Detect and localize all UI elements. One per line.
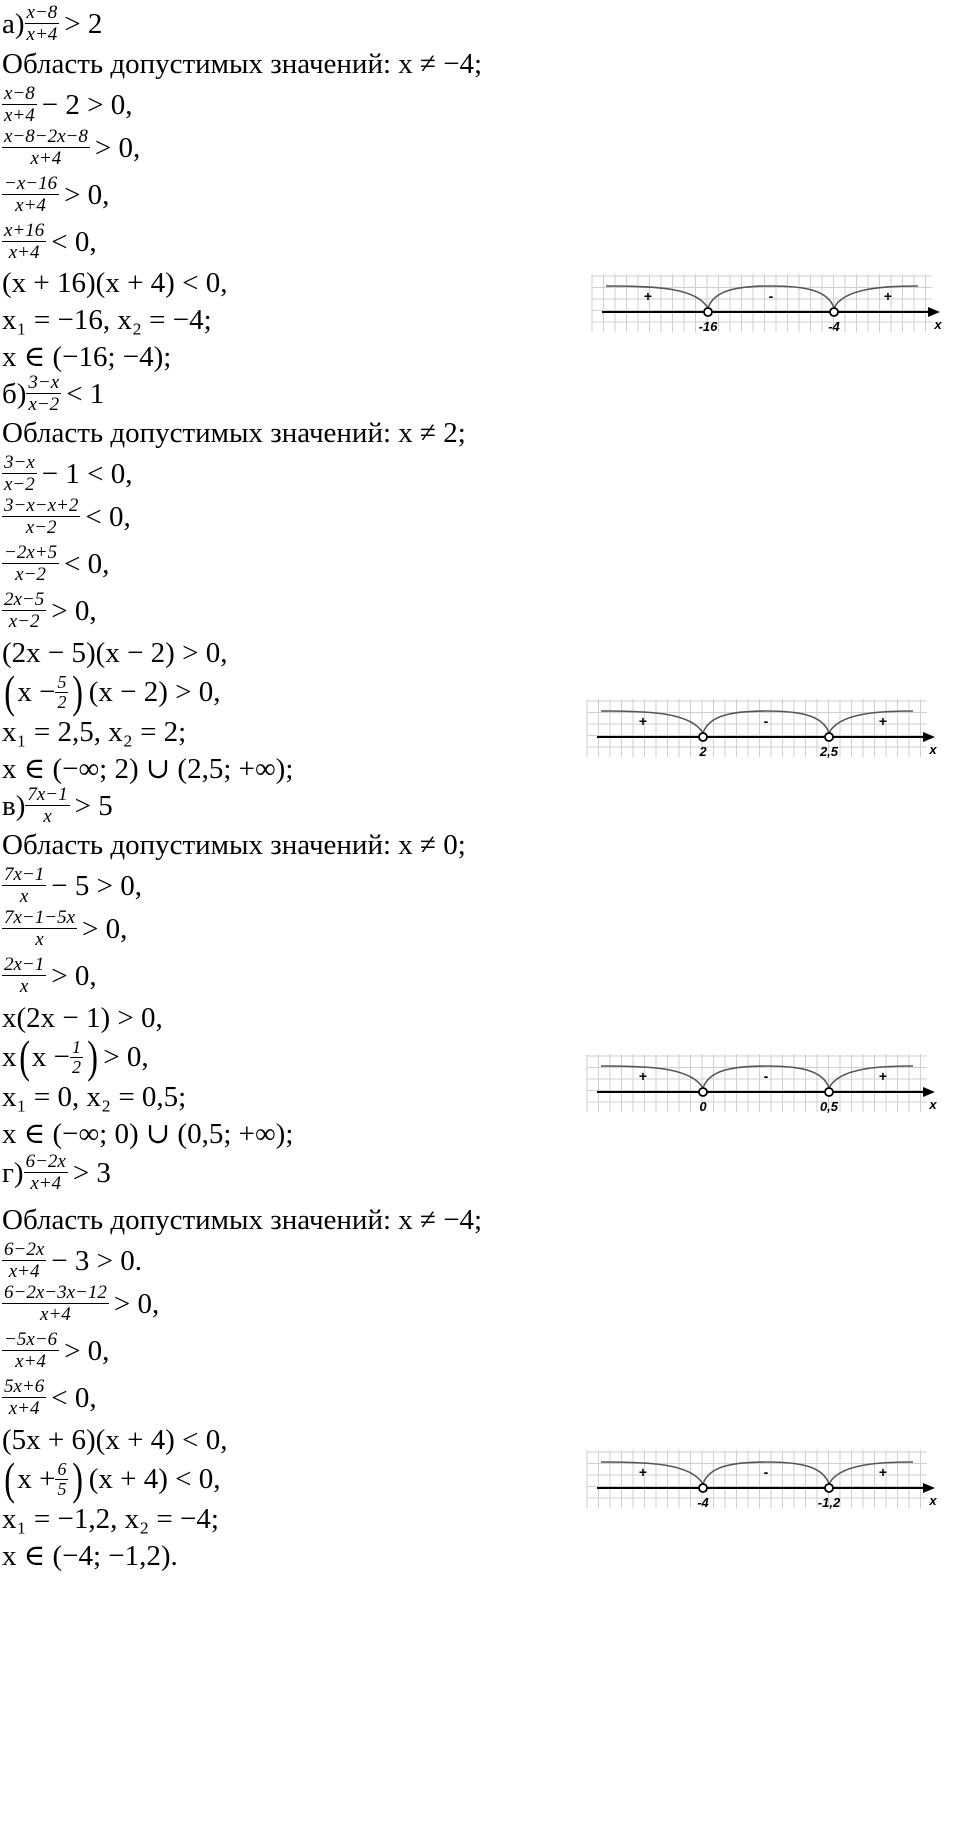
fraction-denominator: x+4 (40, 1304, 71, 1325)
line-rest: > 5 (74, 789, 113, 822)
sign-curve (829, 711, 913, 733)
sign-label: + (638, 1068, 648, 1084)
line-text: x₁ = 0, x₂ = 0,5; (2, 1081, 187, 1113)
math-line (2, 1282, 159, 1325)
fraction-numerator: 3−x (28, 372, 60, 393)
line-rest: < 0, (64, 547, 110, 580)
fraction (2, 452, 37, 495)
open-point (704, 308, 712, 316)
line-rest: > 0, (82, 912, 128, 945)
fraction-numerator: 3−x−x+2 (4, 495, 79, 516)
fraction-numerator: 6−2x−3x−12 (4, 1282, 107, 1303)
right-paren: ) (72, 666, 84, 717)
fraction-numerator: −x−16 (4, 173, 58, 194)
line-rest: − 1 < 0, (41, 457, 133, 490)
fraction-denominator: x−2 (25, 517, 57, 538)
math-line (2, 828, 466, 862)
line-prefix: в) (2, 789, 26, 822)
math-line (2, 954, 97, 997)
line-rest: > 3 (72, 1156, 111, 1189)
line-text: x ∈ (−4; −1,2). (2, 1540, 178, 1572)
point-label: -16 (698, 319, 718, 334)
sign-curve (834, 286, 918, 308)
math-line (2, 1423, 227, 1457)
line-rest: > 0, (64, 178, 110, 211)
line-prefix: x (2, 1041, 17, 1073)
line-text: Область допустимых значений: x ≠ −4; (2, 1204, 483, 1236)
sign-label: + (878, 1068, 888, 1084)
axis-label: x (934, 317, 942, 332)
fraction-denominator: x−2 (4, 474, 35, 495)
fraction-numerator: x−8 (26, 2, 58, 23)
fraction-denominator: x+4 (8, 1398, 40, 1419)
math-line (2, 126, 140, 169)
sign-curve (829, 1066, 913, 1088)
math-line (2, 715, 186, 749)
line-text: (x + 16)(x + 4) < 0, (2, 267, 228, 299)
line-rest: < 0, (85, 500, 131, 533)
math-line (2, 1539, 178, 1573)
point-label: 0,5 (819, 1099, 839, 1114)
open-point (825, 1088, 833, 1096)
number-line-svg (588, 272, 948, 340)
math-line (2, 1502, 219, 1536)
math-line (2, 416, 466, 450)
line-text: x ∈ (−16; −4); (2, 341, 172, 373)
fraction-numerator: x+16 (4, 220, 45, 241)
line-rest: < 0, (51, 225, 97, 258)
line-text: x ∈ (−∞; 2) ∪ (2,5; +∞); (2, 753, 294, 785)
sign-curve (601, 1462, 703, 1484)
line-rest: − 5 > 0, (51, 869, 142, 902)
line-prefix: б) (2, 377, 27, 410)
sign-label: + (878, 1464, 888, 1480)
math-line (2, 666, 221, 717)
line-rest: > 0, (51, 959, 97, 992)
math-line (2, 864, 142, 907)
fraction (26, 372, 61, 415)
math-line (2, 589, 97, 632)
line-text: Область допустимых значений: x ≠ 2; (2, 417, 466, 449)
math-line (2, 173, 109, 216)
fraction-denominator: x−2 (8, 611, 40, 632)
right-paren: ) (72, 1453, 84, 1504)
math-line (2, 1329, 109, 1372)
fraction (2, 542, 59, 585)
math-line (2, 542, 109, 585)
fraction-denominator: x−2 (15, 564, 46, 585)
line-rest: > 0, (94, 131, 141, 164)
left-paren: ( (4, 666, 16, 717)
fraction (2, 173, 59, 216)
line-text: x₁ = −1,2, x₂ = −4; (2, 1503, 219, 1535)
math-line (2, 907, 127, 950)
math-line (2, 1117, 293, 1151)
math-line (2, 83, 132, 126)
axis-arrow (923, 732, 935, 742)
fraction-numerator: x−8−2x−8 (4, 126, 88, 147)
math-line (2, 1031, 149, 1082)
line-text: Область допустимых значений: x ≠ 0; (2, 829, 466, 861)
point-label: 0 (699, 1099, 707, 1114)
math-line (2, 340, 171, 374)
line-rest: − 3 > 0. (51, 1244, 142, 1277)
fraction-numerator: 1 (71, 1036, 81, 1057)
fraction (2, 589, 46, 632)
fraction (2, 907, 77, 950)
number-line-svg (583, 1448, 943, 1516)
line-rest: > 0, (51, 594, 97, 627)
fraction-denominator: x (19, 886, 29, 907)
open-point (825, 1484, 833, 1492)
axis-arrow (928, 307, 940, 317)
line-rest: > 0, (103, 1041, 149, 1073)
fraction-denominator: x (35, 929, 44, 950)
line-rest: > 2 (64, 7, 103, 40)
math-line (2, 1080, 186, 1114)
math-line (2, 2, 102, 45)
fraction (24, 1151, 68, 1194)
fraction-numerator: 6 (57, 1458, 67, 1479)
line-text: Область допустимых значений: x ≠ −4; (2, 48, 483, 80)
math-line (2, 303, 212, 337)
line-text: (2x − 5)(x − 2) > 0, (2, 637, 228, 669)
fraction-numerator: 5 (57, 671, 67, 692)
point-label: -4 (697, 1495, 709, 1510)
fraction (2, 83, 37, 126)
fraction-numerator: 7x−1 (27, 784, 68, 805)
sign-curve (601, 1066, 703, 1088)
fraction-numerator: 6−2x (4, 1239, 45, 1260)
axis-label: x (929, 1097, 937, 1112)
number-line-diagram (588, 272, 948, 340)
line-rest: > 0, (64, 1334, 110, 1367)
sign-label: + (643, 288, 653, 304)
open-point (699, 1484, 707, 1492)
number-line-svg (583, 697, 943, 765)
line-rest: − 2 > 0, (41, 88, 133, 121)
fraction (70, 1038, 83, 1077)
fraction-numerator: −2x+5 (4, 542, 58, 563)
inner-text: x + (17, 1463, 56, 1495)
fraction (2, 126, 90, 169)
math-line (2, 784, 113, 827)
fraction-denominator: x+4 (15, 1351, 46, 1372)
line-text: x ∈ (−∞; 0) ∪ (0,5; +∞); (2, 1118, 294, 1150)
sign-label: - (763, 1068, 769, 1084)
fraction-denominator: 5 (57, 1478, 67, 1499)
fraction (2, 220, 46, 263)
fraction (25, 784, 69, 827)
sign-curve (606, 286, 708, 308)
fraction (55, 1460, 68, 1499)
math-line (2, 1203, 482, 1237)
line-rest: < 0, (51, 1381, 97, 1414)
math-line (2, 495, 131, 538)
line-text: x₁ = −16, x₂ = −4; (2, 304, 212, 336)
fraction (2, 954, 46, 997)
sign-curve (601, 711, 703, 733)
line-text: x(2x − 1) > 0, (2, 1002, 163, 1034)
axis-label: x (929, 742, 937, 757)
sign-label: + (883, 288, 893, 304)
math-line (2, 1453, 221, 1504)
open-point (830, 308, 838, 316)
line-rest: (x + 4) < 0, (88, 1463, 221, 1495)
fraction-denominator: x+4 (8, 1261, 40, 1282)
number-line-diagram (583, 1448, 943, 1516)
fraction-denominator: x (43, 806, 52, 827)
open-point (699, 1088, 707, 1096)
left-paren: ( (4, 1453, 16, 1504)
fraction-denominator: x−2 (28, 394, 60, 415)
fraction (2, 495, 80, 538)
math-line (2, 47, 482, 81)
sign-label: + (638, 1464, 648, 1480)
line-rest: < 1 (66, 377, 105, 410)
fraction-denominator: x+4 (8, 242, 40, 263)
math-line (2, 220, 97, 263)
math-line (2, 372, 104, 415)
sign-label: + (638, 713, 648, 729)
math-line (2, 1376, 97, 1419)
fraction-numerator: 2x−5 (4, 589, 45, 610)
line-rest: > 0, (113, 1287, 160, 1320)
sign-label: - (763, 1464, 769, 1480)
point-label: -4 (828, 319, 840, 334)
fraction (2, 1282, 109, 1325)
math-line (2, 1239, 142, 1282)
fraction (55, 673, 68, 712)
fraction (2, 1239, 46, 1282)
fraction-numerator: 3−x (4, 452, 35, 473)
sign-label: - (763, 713, 769, 729)
fraction-numerator: 2x−1 (4, 954, 45, 975)
number-line-diagram (583, 697, 943, 765)
open-point (699, 733, 707, 741)
fraction-denominator: x+4 (30, 148, 62, 169)
fraction-denominator: x (19, 976, 29, 997)
fraction-denominator: 2 (57, 691, 67, 712)
sign-label: + (878, 713, 888, 729)
sign-label: - (768, 288, 774, 304)
fraction-denominator: x+4 (15, 195, 46, 216)
open-point (825, 733, 833, 741)
fraction-numerator: 7x−1−5x (4, 907, 76, 928)
left-paren: ( (18, 1031, 30, 1082)
fraction-denominator: x+4 (30, 1173, 62, 1194)
right-paren: ) (87, 1031, 98, 1082)
number-line-svg (583, 1052, 943, 1120)
math-line (2, 752, 293, 786)
axis-label: x (929, 1493, 937, 1508)
fraction-numerator: −5x−6 (4, 1329, 58, 1350)
math-line (2, 1151, 111, 1194)
number-line-diagram (583, 1052, 943, 1120)
point-label: -1,2 (817, 1495, 841, 1510)
axis-arrow (923, 1483, 935, 1493)
math-line (2, 636, 227, 670)
line-text: x₁ = 2,5, x₂ = 2; (2, 716, 187, 748)
inner-text: x − (31, 1041, 70, 1073)
fraction-numerator: 7x−1 (4, 864, 45, 885)
fraction-denominator: x+4 (26, 24, 58, 45)
math-line (2, 266, 227, 300)
fraction-denominator: x+4 (4, 105, 35, 126)
sign-curve (829, 1462, 913, 1484)
fraction-numerator: 5x+6 (4, 1376, 45, 1397)
line-text: (5x + 6)(x + 4) < 0, (2, 1424, 228, 1456)
fraction (2, 1376, 46, 1419)
line-prefix: а) (2, 7, 25, 40)
inner-text: x − (17, 676, 56, 708)
line-prefix: г) (2, 1156, 24, 1189)
fraction (2, 864, 46, 907)
fraction-numerator: 6−2x (25, 1151, 66, 1172)
fraction-denominator: 2 (71, 1056, 81, 1077)
fraction (25, 2, 60, 45)
point-label: 2 (699, 744, 707, 759)
math-line (2, 452, 132, 495)
point-label: 2,5 (819, 744, 839, 759)
fraction-numerator: x−8 (4, 83, 35, 104)
axis-arrow (923, 1087, 935, 1097)
math-line (2, 1001, 163, 1035)
line-rest: (x − 2) > 0, (88, 676, 221, 708)
fraction (2, 1329, 59, 1372)
